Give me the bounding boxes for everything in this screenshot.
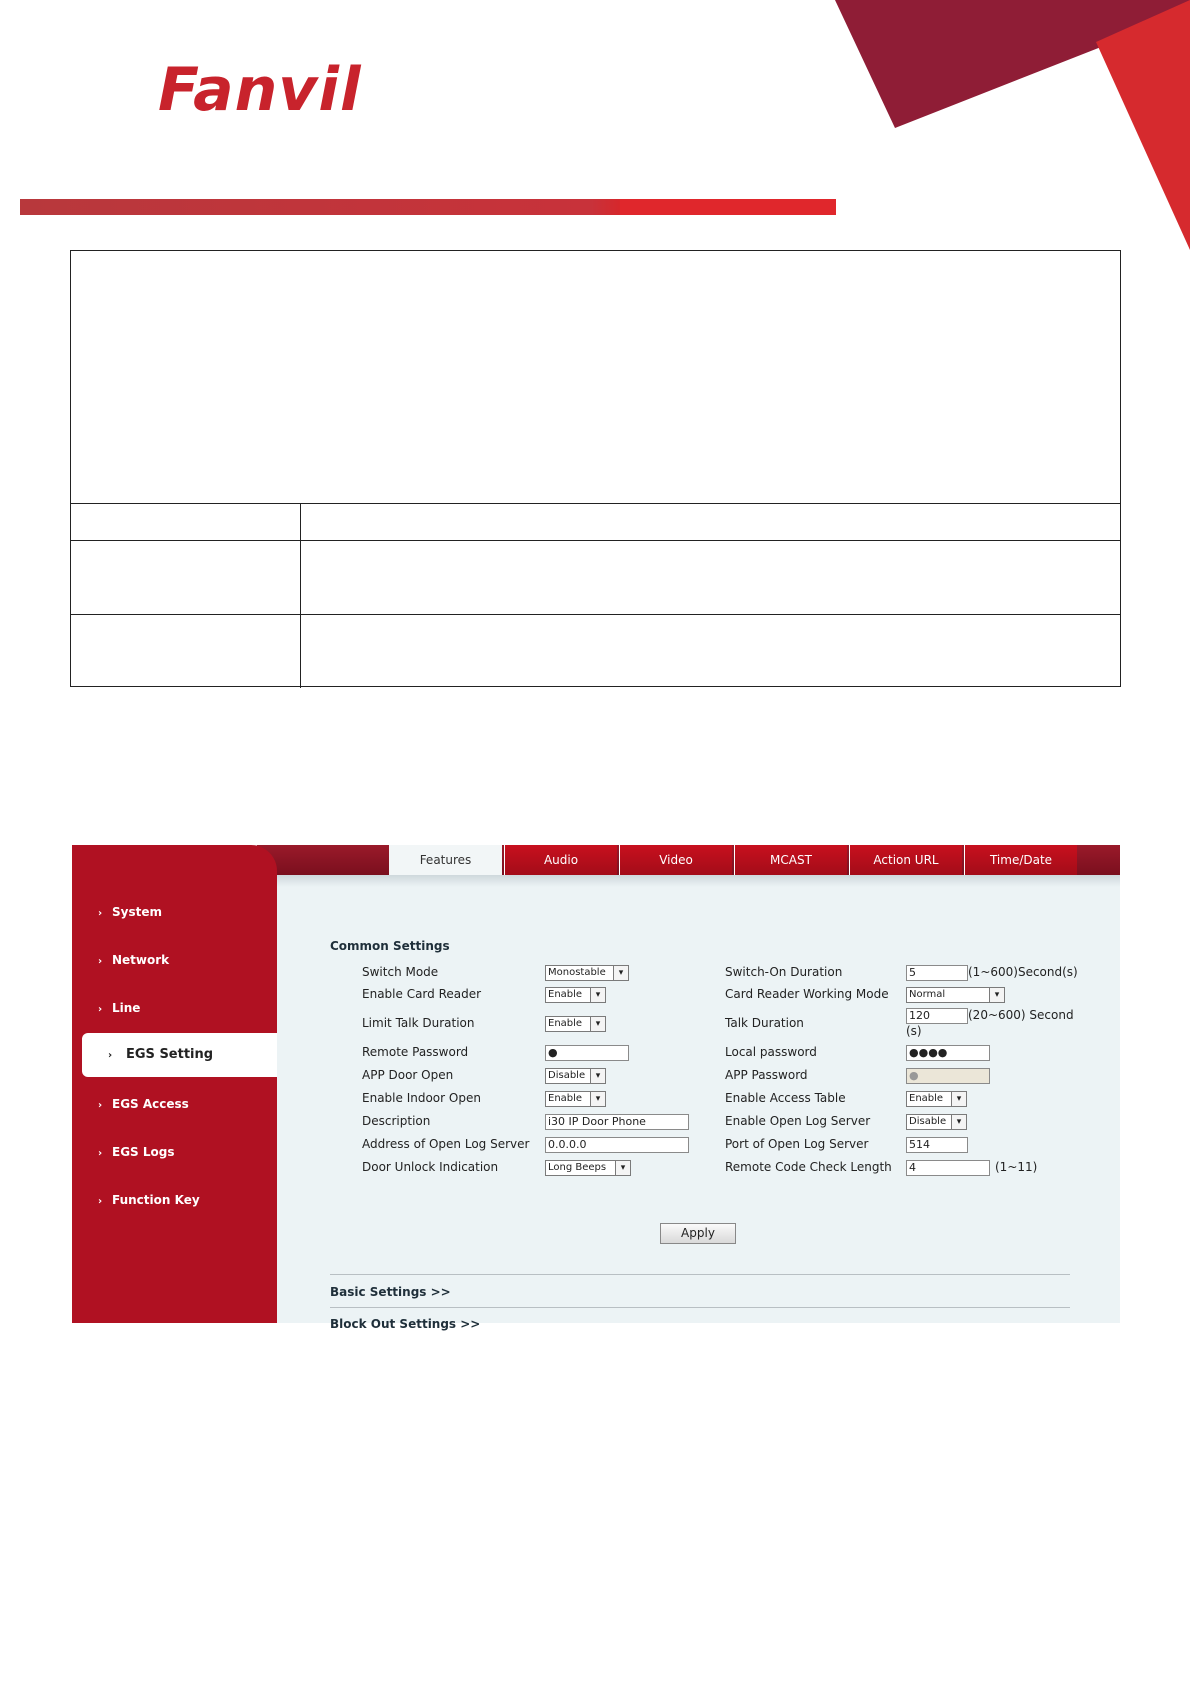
select-value: Disable xyxy=(548,1070,586,1081)
block-out-settings-link[interactable]: Block Out Settings >> xyxy=(330,1317,481,1331)
select-value: Enable xyxy=(548,989,583,1000)
chevron-right-icon: › xyxy=(98,1148,103,1159)
table-divider xyxy=(71,614,1120,615)
table-column-divider xyxy=(300,503,301,688)
basic-settings-link[interactable]: Basic Settings >> xyxy=(330,1285,451,1299)
select-app-door-open[interactable] xyxy=(545,1068,606,1084)
document-table xyxy=(70,250,1121,687)
select-value: Long Beeps xyxy=(548,1162,607,1173)
features-panel xyxy=(277,887,1120,1331)
input-log-server-port[interactable]: 514 xyxy=(906,1137,968,1153)
input-remote-code-length[interactable]: 4 xyxy=(906,1160,990,1176)
label-log-server-port: Port of Open Log Server xyxy=(725,1137,869,1151)
input-local-password[interactable]: ●●●● xyxy=(906,1045,990,1061)
select-value: Enable xyxy=(909,1093,944,1104)
tab-mcast[interactable]: MCAST xyxy=(734,845,847,875)
header-color-bar xyxy=(20,199,836,215)
table-divider xyxy=(71,503,1120,504)
sidebar xyxy=(72,845,277,1323)
label-talk-duration: Talk Duration xyxy=(725,1016,804,1030)
sidebar-item-label: Function Key xyxy=(112,1193,200,1207)
web-ui-screenshot xyxy=(72,845,1120,1331)
sidebar-item-label: Line xyxy=(112,1001,141,1015)
section-divider xyxy=(330,1307,1070,1308)
select-access-table[interactable] xyxy=(906,1091,967,1107)
unit-switch-on: (1~600)Second(s) xyxy=(968,965,1078,979)
label-door-unlock-indication: Door Unlock Indication xyxy=(362,1160,499,1174)
select-card-reader[interactable] xyxy=(545,987,606,1003)
label-app-door-open: APP Door Open xyxy=(362,1068,454,1082)
chevron-down-icon: ▾ xyxy=(615,1161,630,1175)
apply-button[interactable]: Apply xyxy=(660,1223,736,1244)
label-switch-mode: Switch Mode xyxy=(362,965,439,979)
unit-talk-duration: (20~600) Second xyxy=(968,1008,1074,1022)
sidebar-item-network[interactable] xyxy=(98,953,169,967)
select-switch-mode[interactable] xyxy=(545,965,629,981)
tab-action-url[interactable]: Action URL xyxy=(849,845,962,875)
chevron-right-icon: › xyxy=(108,1050,113,1061)
select-value: Enable xyxy=(548,1018,583,1029)
label-local-password: Local password xyxy=(725,1045,817,1059)
chevron-down-icon: ▾ xyxy=(590,1069,605,1083)
input-remote-password[interactable]: ● xyxy=(545,1045,629,1061)
tab-audio[interactable]: Audio xyxy=(504,845,617,875)
label-remote-code-length: Remote Code Check Length xyxy=(725,1160,892,1174)
tab-video[interactable]: Video xyxy=(619,845,732,875)
section-title-common: Common Settings xyxy=(330,939,450,953)
label-app-password: APP Password xyxy=(725,1068,808,1082)
select-value: Enable xyxy=(548,1093,583,1104)
tab-features[interactable]: Features xyxy=(389,845,502,875)
unit-talk-duration-2: (s) xyxy=(906,1024,922,1038)
sidebar-item-label: EGS Logs xyxy=(112,1145,175,1159)
chevron-down-icon: ▾ xyxy=(590,988,605,1002)
input-description[interactable]: i30 IP Door Phone xyxy=(545,1114,689,1130)
chevron-right-icon: › xyxy=(98,956,103,967)
table-divider xyxy=(71,540,1120,541)
select-door-unlock-indication[interactable] xyxy=(545,1160,631,1176)
unit-remote-code: (1~11) xyxy=(995,1160,1038,1174)
sidebar-item-label: EGS Setting xyxy=(126,1047,214,1062)
select-value: Disable xyxy=(909,1116,947,1127)
chevron-down-icon: ▾ xyxy=(951,1115,966,1129)
label-enable-indoor-open: Enable Indoor Open xyxy=(362,1091,481,1105)
sidebar-item-label: Network xyxy=(112,953,170,967)
sidebar-item-label: EGS Access xyxy=(112,1097,189,1111)
label-enable-open-log-server: Enable Open Log Server xyxy=(725,1114,871,1128)
chevron-right-icon: › xyxy=(98,908,103,919)
input-log-server-address[interactable]: 0.0.0.0 xyxy=(545,1137,689,1153)
sidebar-item-label: System xyxy=(112,905,162,919)
label-limit-talk: Limit Talk Duration xyxy=(362,1016,475,1030)
sidebar-item-line[interactable] xyxy=(98,1001,140,1015)
tab-shadow xyxy=(277,875,1120,887)
select-indoor-open[interactable] xyxy=(545,1091,606,1107)
label-enable-card-reader: Enable Card Reader xyxy=(362,987,482,1001)
label-enable-access-table: Enable Access Table xyxy=(725,1091,846,1105)
chevron-down-icon: ▾ xyxy=(951,1092,966,1106)
sidebar-item-egs-logs[interactable] xyxy=(98,1145,175,1159)
select-value: Monostable xyxy=(548,967,606,978)
sidebar-item-function-key[interactable] xyxy=(98,1193,200,1207)
chevron-right-icon: › xyxy=(98,1196,103,1207)
chevron-down-icon: ▾ xyxy=(989,988,1004,1002)
label-description: Description xyxy=(362,1114,431,1128)
fanvil-logo: Fanvil xyxy=(158,55,362,125)
chevron-right-icon: › xyxy=(98,1004,103,1015)
input-app-password[interactable]: ● xyxy=(906,1068,990,1084)
input-switch-on-duration[interactable]: 5 xyxy=(906,965,968,981)
chevron-down-icon: ▾ xyxy=(613,966,628,980)
label-switch-on-duration: Switch-On Duration xyxy=(725,965,843,979)
chevron-right-icon: › xyxy=(98,1100,103,1111)
header-corner-decoration xyxy=(0,0,1190,270)
sidebar-item-system[interactable] xyxy=(98,905,162,919)
tab-time-date[interactable]: Time/Date xyxy=(964,845,1077,875)
label-remote-password: Remote Password xyxy=(362,1045,469,1059)
chevron-down-icon: ▾ xyxy=(590,1017,605,1031)
sidebar-active-label xyxy=(108,1047,213,1062)
label-card-reader-mode: Card Reader Working Mode xyxy=(725,987,889,1001)
input-talk-duration[interactable]: 120 xyxy=(906,1008,968,1024)
tab-bar xyxy=(257,845,1120,875)
select-limit-talk[interactable] xyxy=(545,1016,606,1032)
section-divider xyxy=(330,1274,1070,1275)
select-card-reader-mode[interactable] xyxy=(906,987,1005,1003)
sidebar-item-egs-access[interactable] xyxy=(98,1097,189,1111)
chevron-down-icon: ▾ xyxy=(590,1092,605,1106)
select-open-log-server[interactable] xyxy=(906,1114,967,1130)
label-log-server-address: Address of Open Log Server xyxy=(362,1137,530,1151)
select-value: Normal xyxy=(909,989,946,1000)
